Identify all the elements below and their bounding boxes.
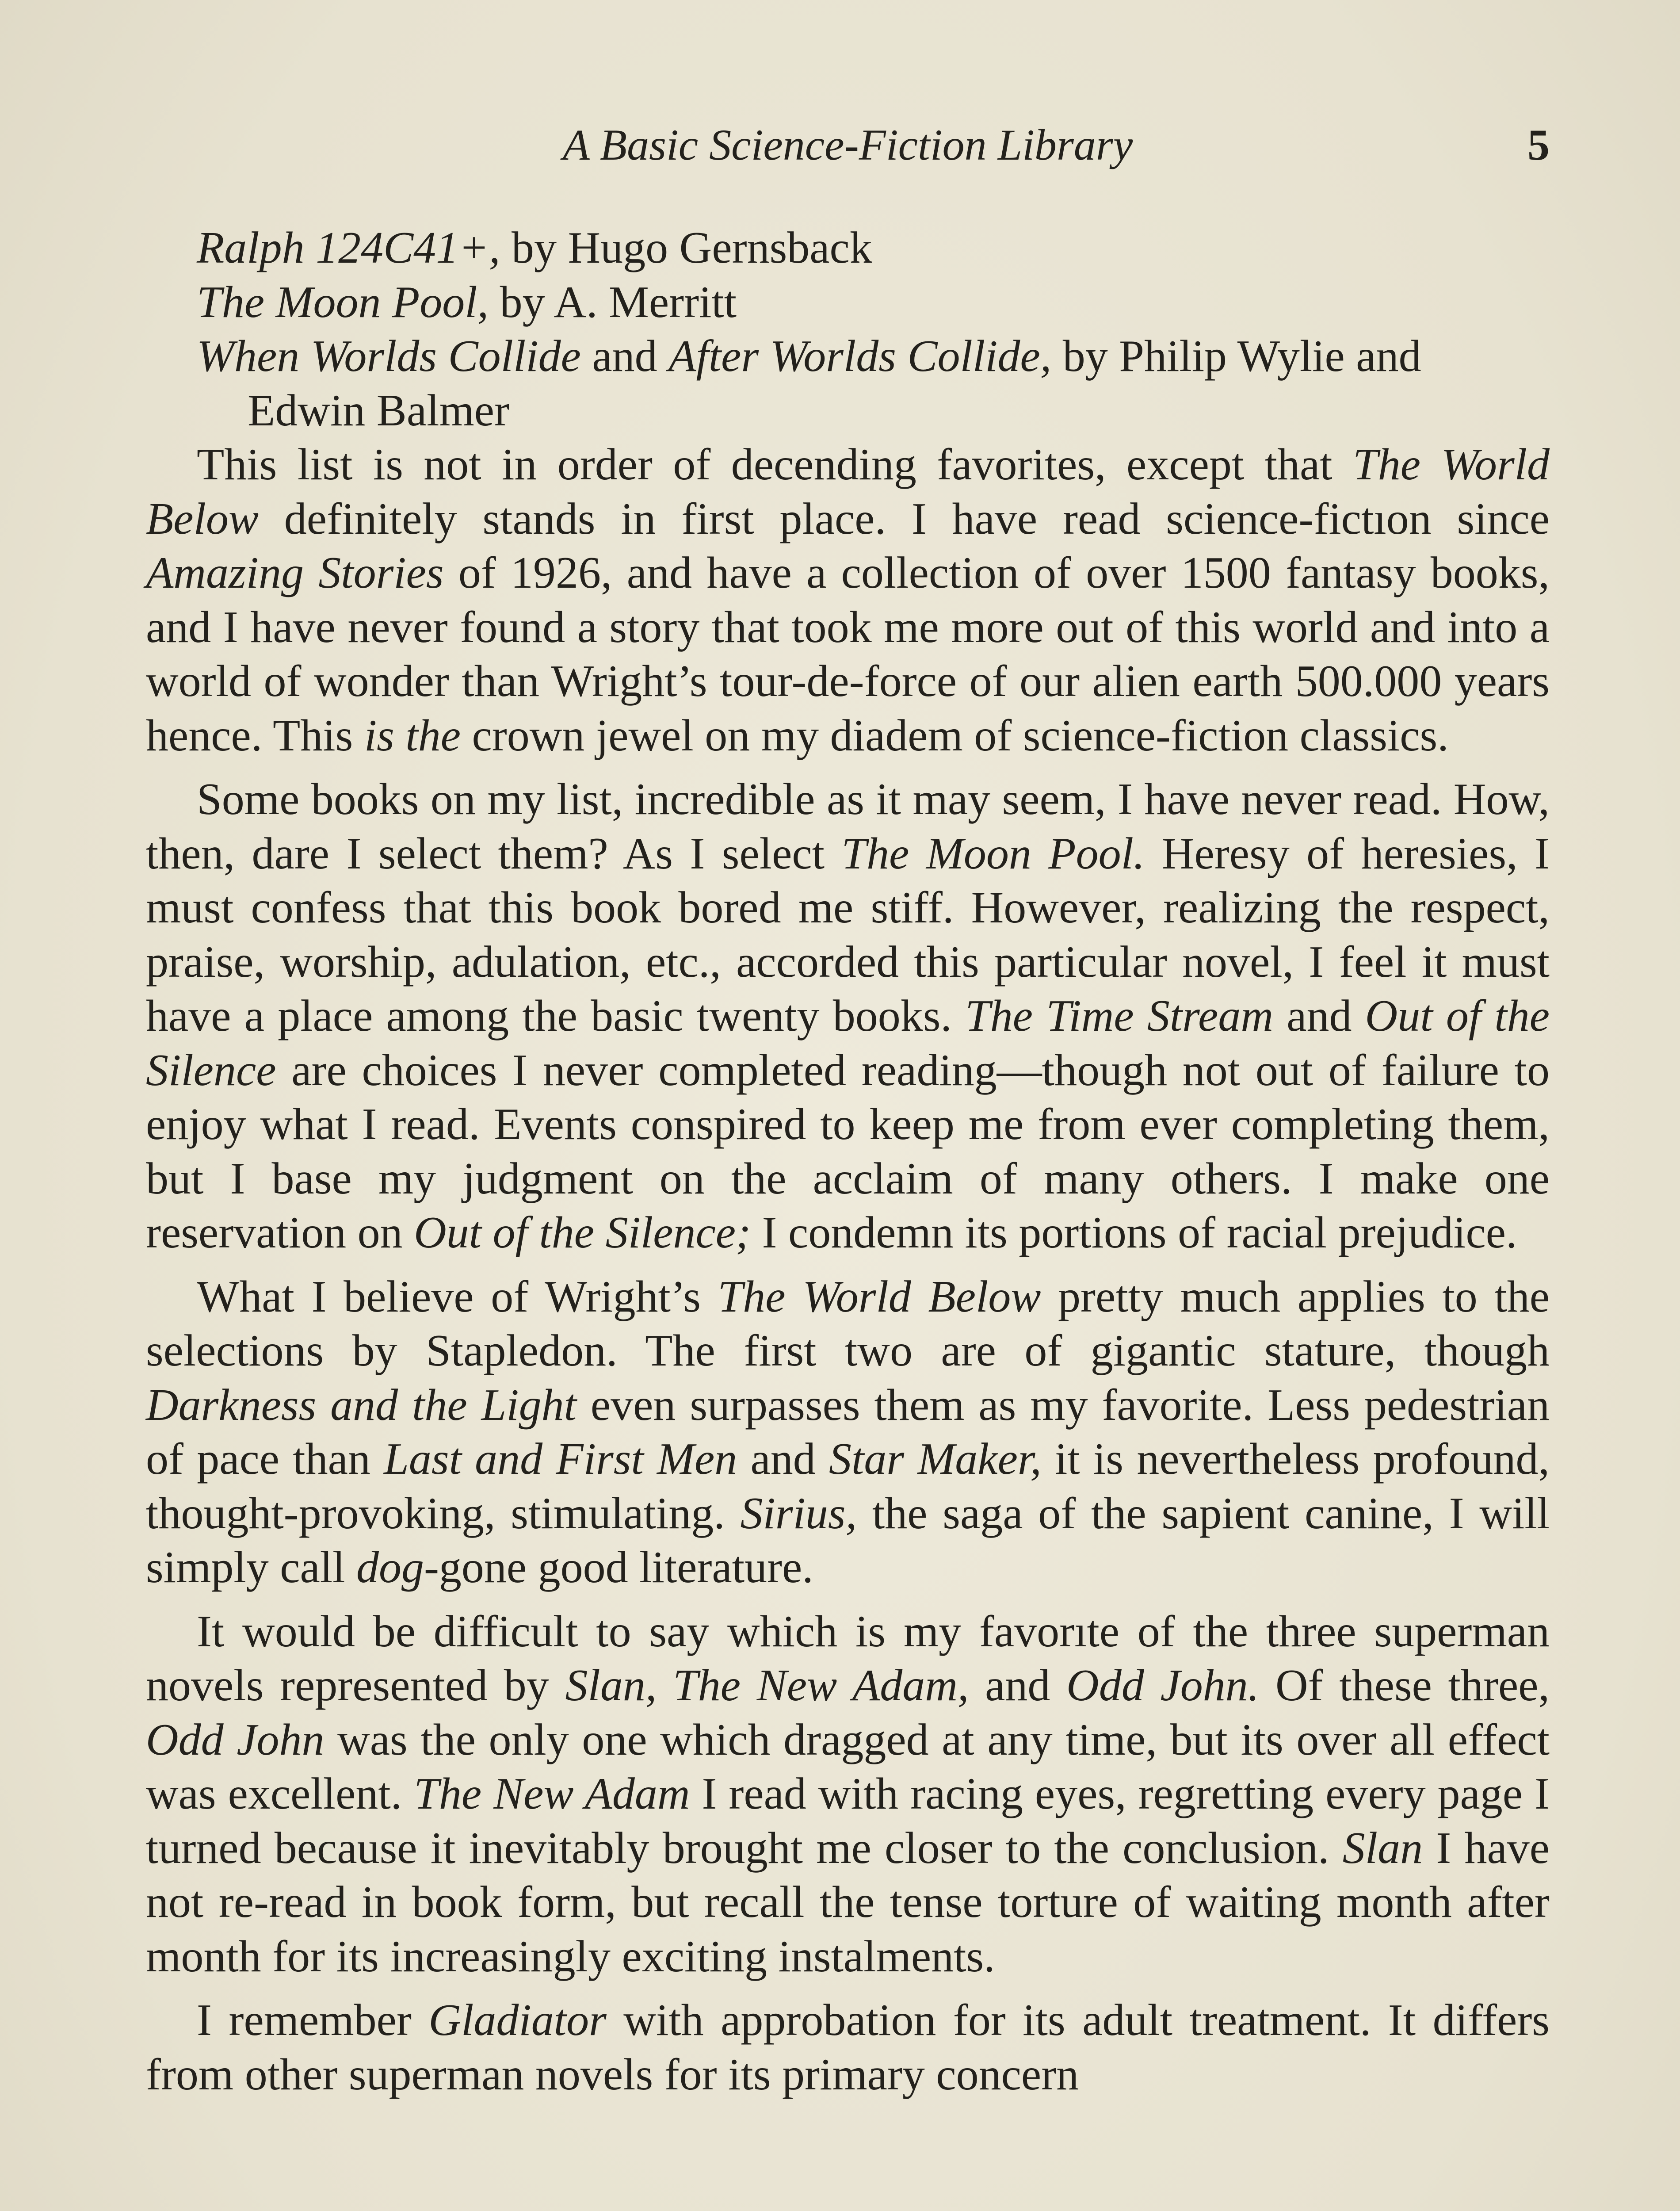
italic-title: is the: [364, 710, 461, 761]
italic-title: Slan,: [565, 1660, 657, 1710]
text-run: I have not re-read in book form, but recall the tense torture of waiting month after month for its increasingly exciting instalments.: [146, 1823, 1550, 1981]
text-run: and: [1273, 991, 1365, 1041]
italic-title: The World Below: [146, 440, 1550, 544]
page-number: 5: [1527, 120, 1550, 169]
text-run: crown jewel on my diadem of science-fiction classics.: [460, 710, 1449, 761]
book-title: After Worlds Collide,: [668, 331, 1052, 381]
italic-title: Star Maker,: [829, 1434, 1042, 1484]
text-run: It would be difficult to say which is my favorıte of the three superman novels represented by: [146, 1606, 1550, 1710]
text-run: pretty much applies to the selections by Stapledon. The first two are of gigantic stature, though: [146, 1271, 1550, 1376]
italic-title: The Time Stream: [965, 991, 1274, 1041]
text-run: even surpasses them as my favorite. Less pedestrian of pace than: [146, 1380, 1550, 1484]
text-run: the saga of the sapient canine, I will simply call: [146, 1488, 1550, 1592]
book-title: The Moon Pool,: [197, 277, 489, 327]
running-title: A Basic Science-Fiction Library: [562, 120, 1133, 169]
paragraph: [146, 438, 1550, 763]
italic-title: The New Adam,: [673, 1660, 969, 1710]
text-run: I remember: [197, 1995, 429, 2045]
italic-title: Odd John: [146, 1714, 325, 1765]
book-author: by Philip Wylie and Edwin Balmer: [248, 331, 1421, 436]
text-run: are choices I never completed reading—though not out of failure to enjoy what I read. Events conspired to keep me from ever completing them, but I base my judgment on the acclaim of many others. I make one reservation on: [146, 1045, 1550, 1258]
book-title: When Worlds Collide: [197, 331, 581, 381]
book-entry: [197, 275, 1550, 330]
italic-title: Darkness and the Light: [146, 1380, 577, 1430]
text-run: was the only one which dragged at any time, but its over all effect was excellent.: [146, 1714, 1550, 1819]
italic-title: dog: [356, 1542, 424, 1592]
book-entry: [197, 329, 1550, 438]
paragraph: [146, 773, 1550, 1260]
italic-title: The Moon Pool.: [841, 828, 1145, 879]
italic-title: Odd John.: [1066, 1660, 1260, 1710]
text-run: [657, 1660, 673, 1710]
paragraph: [146, 1270, 1550, 1595]
text-run: I condemn its portions of racial prejudice.: [751, 1208, 1517, 1258]
body-text: [146, 221, 1550, 2102]
text-run: Heresy of heresies, I must confess that this book bored me stiff. However, realizing the respect, praise, worship, adulation, etc., accorded this particular novel, I feel it must have a place among the basic twenty books.: [146, 828, 1550, 1041]
italic-title: Out of the Silence;: [414, 1208, 751, 1258]
text-run: -gone good literature.: [424, 1542, 813, 1592]
book-title: Ralph 124C41+,: [197, 223, 500, 273]
running-head: [146, 119, 1550, 181]
book-author: by Hugo Gernsback: [500, 223, 872, 273]
italic-title: The New Adam: [414, 1769, 690, 1819]
text-run: This list is not in order of decending favorites, except that: [197, 440, 1353, 490]
book-entry: [197, 221, 1550, 275]
paragraphs: [146, 438, 1550, 2102]
italic-title: The World Below: [718, 1271, 1041, 1322]
text-run: I read with racing eyes, regretting every page I turned because it inevitably brought me closer to the conclusion.: [146, 1769, 1550, 1873]
text-run: definitely stands in first place. I have read science-fictıon since: [258, 493, 1550, 544]
text-run: What I believe of Wright’s: [197, 1271, 718, 1322]
italic-title: Amazing Stories: [146, 548, 444, 598]
paragraph: [146, 1605, 1550, 1984]
italic-title: Gladiator: [428, 1995, 607, 2045]
text-run: with approbation for its adult treatment. It differs from other superman novels for its primary concern: [146, 1995, 1550, 2100]
italic-title: Sirius,: [740, 1488, 857, 1538]
text-run: of 1926, and have a collection of over 1500 fantasy books, and I have never found a story that took me more out of this world and into a world of wonder than Wright’s tour-de-force of our alien earth 500.000 years hence. This: [146, 548, 1550, 761]
italic-title: Out of the Silence: [146, 991, 1550, 1095]
text-run: Some books on my list, incredible as it may seem, I have never read. How, then, dare I select them? As I select: [146, 774, 1550, 879]
italic-title: Slan: [1342, 1823, 1423, 1873]
book-conjunction: and: [580, 331, 669, 381]
italic-title: Last and First Men: [384, 1434, 737, 1484]
text-run: and: [737, 1434, 829, 1484]
text-run: it is nevertheless profound, thought-provoking, stimulating.: [146, 1434, 1550, 1538]
book-author: by A. Merritt: [489, 277, 737, 327]
text-run: and: [969, 1660, 1067, 1710]
paragraph: [146, 1993, 1550, 2102]
text-run: Of these three,: [1259, 1660, 1550, 1710]
